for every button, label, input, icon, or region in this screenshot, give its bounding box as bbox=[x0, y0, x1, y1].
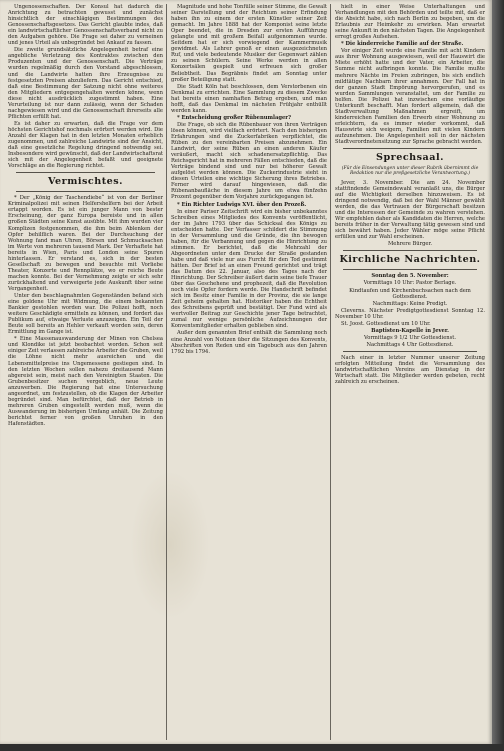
article-paragraph: * Der „König der Taschendiebe“ ist von der Berliner Kriminalpolizei mit seinen Helfershelfern bei der Arbeit ertappt worden. Es ist ein junger Mann von bester Erscheinung, der ganz Europa bereiste und in allen großen Städten seine Kunst ausübte. Mit ihm wurden vier Komplizen festgenommen, die ihm beim Ablenken der Opfer behilflich waren. Bei der Durchsuchung der Wohnung fand man Uhren, Börsen und Schmucksachen im Werte von mehreren tausend Mark. Der Verhaftete hat bereits in Wien, Paris und London seine Spuren hinterlassen. Er verstand es, sich in der besten Gesellschaft zu bewegen und besuchte mit Vorliebe Theater, Konzerte und Rennplätze, wo er reiche Beute machen konnte. Bei der Vernehmung zeigte er sich sehr zurückhaltend und verweigerte jede Auskunft über seine Vergangenheit. bbox=[8, 195, 163, 292]
article-paragraph: hielt in einer Weise Unterhaltungen und Verhandlungen mit den Behörden und teilte mit, daß er die Absicht habe, sich nach Berlin zu begeben, um die Erlaubnis zur Heimkehr zu erwirken. Man erwartet seine Ankunft in den nächsten Tagen. Die Angelegenheit erregt großes Aufsehen. bbox=[335, 4, 485, 41]
signature-line: Mehrere Bürger. bbox=[387, 241, 433, 248]
divider bbox=[343, 269, 477, 270]
article-paragraph: Die Stadt Köln hat beschlossen, dem Verstorbenen ein Denkmal zu errichten. Eine Sammlung zu diesem Zwecke hat bereits einen namhaften Betrag ergeben, und man hofft, daß das Denkmal im nächsten Frühjahr enthüllt werden kann. bbox=[171, 83, 327, 114]
section-heading-vermischtes: Vermischtes. bbox=[47, 176, 123, 188]
article-paragraph: Vor einiger Zeit wurde eine Familie mit acht Kindern aus ihrer Wohnung ausgewiesen, weil der Hauswirt die Miete erhöht hatte und der Vater, ein Arbeiter, die Summe nicht aufbringen konnte. Die Familie mußte mehrere Nächte im Freien zubringen, bis sich endlich mildtätige Nachbarn ihrer annahmen. Der Fall hat in der ganzen Stadt Empörung hervorgerufen, und es wurden Sammlungen veranstaltet, um der Familie zu helfen. Die Polizei hat inzwischen eine vorläufige Unterkunft beschafft. Man fordert allgemein, daß die Stadtverwaltung Maßnahmen ergreift, um kinderreichen Familien den Erwerb einer Wohnung zu erleichtern, da es immer wieder vorkommt, daß Hauswirte sich weigern, Familien mit vielen Kindern aufzunehmen. Die Angelegenheit soll in der nächsten Stadtverordnetensitzung zur Sprache gebracht werden. bbox=[335, 48, 485, 146]
scan-edge-bottom bbox=[0, 744, 504, 751]
article-paragraph: Die zweite grundsätzliche Angelegenheit betraf eine angebliche Verletzung des Kontraktes zwischen den Produzenten und der Genossenschaft. Die Verträge wurden regelmäßig durch den Vorstand abgeschlossen, und die Landwirte hatten ihre Erzeugnisse zu festgesetzten Preisen abzuliefern. Das Gericht entschied, daß eine Bestimmung der Satzung nicht ohne weiteres den Mitgliedern entgegengehalten werden könne, wenn diese nicht ausdrücklich zugestimmt haben. Eine Verurteilung ist nur dann zulässig, wenn der Schaden nachgewiesen wird und die Genossenschaft ihrerseits alle Pflichten erfüllt hat. bbox=[8, 47, 163, 120]
article-paragraph: Die Frage, ob sich die Rübenbauer von ihren Verträgen lösen können, wird vielfach erörtert. Nach den bisherigen Erfahrungen sind die Zuckerfabriken verpflichtet, die Rüben zu den vereinbarten Preisen abzunehmen. Ein Landwirt, der seine Rüben an einen anderen Käufer veräußert, macht sich schadenersatzpflichtig. Das Reichsgericht hat in mehreren Fällen entschieden, daß die Verträge bindend sind und nur bei höherer Gewalt aufgelöst werden können. Die Zuckerindustrie sieht in diesen Urteilen eine wichtige Sicherung ihres Betriebes. Ferner wird darauf hingewiesen, daß die Rübenanbaufläche in diesem Jahre um etwa fünfzehn Prozent gegenüber dem Vorjahre zurückgegangen ist. bbox=[171, 121, 327, 201]
column-2 bbox=[171, 4, 327, 740]
scan-edge-right bbox=[492, 0, 504, 751]
editorial-note: (Für die Einsendungen unter dieser Rubrik übernimmt die Redaktion nur die preßgesetzliche Verantwortung.) bbox=[341, 166, 479, 177]
divider bbox=[343, 148, 477, 149]
article-paragraph: Nach einer in letzter Nummer unserer Zeitung erfolgten Mitteilung findet die Versammlung des landwirtschaftlichen Vereins am Dienstag in der Wirtschaft statt. Die Mitglieder werden gebeten, recht zahlreich zu erscheinen. bbox=[335, 354, 485, 386]
article-heading: * Ein Richter Ludwigs XVI. über den Prozeß. bbox=[177, 201, 307, 208]
article-paragraph: Es ist daher zu erwarten, daß die Frage vor dem höchsten Gerichtshof nochmals erörtert werden wird. Die Anzahl der Klagen hat in den letzten Monaten erheblich zugenommen, und zahlreiche Landwirte sind der Ansicht, daß eine gesetzliche Regelung dringend notwendig sei. Insbesondere wird gewünscht, daß der Landwirtschaftsrat sich mit der Angelegenheit befaßt und geeignete Vorschläge an die Regierung richtet. bbox=[8, 120, 163, 170]
article-heading: * Die kinderreiche Familie auf der Straße. bbox=[341, 41, 464, 48]
church-entry: Vormittags 10 Uhr: Pastor Berlage. bbox=[363, 280, 457, 287]
divider bbox=[343, 250, 477, 251]
article-paragraph: Magnitude und hohe Tonfülle seiner Stimme, die Gewalt seiner Darstellung und der Reichtum seiner Erfindung haben ihn zu einem der ersten Künstler seiner Zeit gemacht. Im Jahre 1888 hat der Komponist seine letzte Oper beendet, die in Dresden zur ersten Aufführung gelangte und mit großem Beifall aufgenommen wurde. Seitdem hat er sich vorwiegend der Kammermusik gewidmet. Als Lehrer genoß er einen ausgezeichneten Ruf, und viele bedeutende Musiker der Gegenwart zählen zu seinen Schülern. Seine Werke werden in allen Konzertsälen gespielt und erfreuen sich großer Beliebtheit. Das Begräbnis findet am Sonntag unter großer Beteiligung statt. bbox=[171, 4, 327, 83]
column-1 bbox=[8, 4, 163, 740]
section-heading-kirchliche: Kirchliche Nachrichten. bbox=[339, 254, 481, 266]
church-entry: Vormittags 9 1/2 Uhr Gottesdienst. bbox=[363, 334, 457, 341]
article-heading: * Entscheidung großer Rübenumlager? bbox=[177, 114, 292, 121]
article-paragraph: Außer dem genannten Brief enthält die Sammlung noch eine Anzahl von Notizen über die Sitzungen des Konvents, Abschriften von Reden und ein Tagebuch aus den Jahren 1792 bis 1794. bbox=[171, 330, 327, 355]
column-rule-right bbox=[330, 4, 331, 740]
divider bbox=[16, 191, 155, 192]
article-paragraph: Ungenossenschaften. Der Konsul hat dadurch die Anrichtung zu betrachten gewusst und zunächst hinsichtlich der einschlägigen Bestimmungen des Genossenschaftsgesetzes. Das Gericht glaubte indes, daß ein landwirtschaftlicher Genossenschaftsverband nicht zu den Aufgaben gehöre. Die Frage sei daher zu verneinen und jenes Urteil als unbegründet bei Ankauf zu fassen. bbox=[8, 4, 163, 47]
article-paragraph: In einer Pariser Zeitschrift wird ein bisher unbekanntes Schreiben eines Mitgliedes des Konvents veröffentlicht, der im Jahre 1793 über das Schicksal des Königs zu entscheiden hatte. Der Verfasser schildert die Stimmung in der Versammlung und die Gründe, die ihn bewogen haben, für die Verbannung und gegen die Hinrichtung zu stimmen. Er berichtet, daß die Mehrzahl der Abgeordneten unter dem Drucke der Straße gestanden habe und daß viele nur aus Furcht für den Tod gestimmt hätten. Der Brief ist an einen Freund gerichtet und trägt das Datum des 22. Januar, also des Tages nach der Hinrichtung. Der Schreiber äußert darin seine tiefe Trauer über das Geschehene und prophezeit, daß die Revolution noch viele Opfer fordern werde. Die Handschrift befindet sich im Besitz einer Familie in der Provinz, die sie lange Zeit geheim gehalten hat. Historiker haben die Echtheit des Schreibens geprüft und bestätigt. Der Fund wird als wertvoller Beitrag zur Geschichte jener Tage betrachtet, zumal nur wenige persönliche Aufzeichnungen der Konventsmitglieder erhalten geblieben sind. bbox=[171, 208, 327, 330]
article-paragraph: Jever, 3. November. Die am 24. November stattfindende Gemeindewahl veranlaßt uns, die Bürger auf die Wichtigkeit derselben hinzuweisen. Es ist dringend notwendig, daß bei der Wahl Männer gewählt werden, die das Vertrauen der Bürgerschaft besitzen und die Interessen der Gemeinde zu wahren verstehen. Wir empfehlen daher als Kandidaten die Herren, welche bereits früher in der Verwaltung tätig gewesen sind und sich bewährt haben. Jeder Wähler möge seine Pflicht erfüllen und zur Wahl erscheinen. bbox=[335, 179, 485, 241]
column-3 bbox=[335, 4, 485, 740]
article-paragraph: * Eine Massenauswanderung der Minen von Chelsea und Klondike ist jetzt beobachtet worden. Schon seit einiger Zeit verlassen zahlreiche Arbeiter die Gruben, weil die Löhne nicht mehr ausreichen und die Lebensmittelpreise ins Ungemessene gestiegen sind. In den letzten Wochen sollen nahezu dreitausend Mann abgereist sein, meist nach den Vereinigten Staaten. Die Grubenbesitzer suchen vergeblich, neue Leute anzuwerben. Die Regierung hat eine Untersuchung angeordnet, um festzustellen, ob die Klagen der Arbeiter begründet sind. Man befürchtet, daß der Betrieb in mehreren Gruben eingestellt werden muß, wenn die Auswanderung im bisherigen Umfang anhält. Die Zeitung berichtet ferner von großen Unruhen in den Hafenstädten. bbox=[8, 336, 163, 427]
column-rule-left bbox=[166, 4, 167, 740]
church-entry: St. Joost. Gottesdienst um 10 Uhr. bbox=[341, 320, 431, 327]
church-entry: Cleverns. Nächster Predigtgottesdienst Sonntag 12. November 10 Uhr. bbox=[335, 307, 485, 320]
church-entry: Nachmittags 4 Uhr Gottesdienst. bbox=[366, 341, 454, 348]
divider bbox=[16, 172, 155, 173]
section-heading-sprechsaal: Sprechsaal. bbox=[376, 152, 444, 164]
church-entry: Kindtaufen und Kirchenbuchsachen nach dem Gottesdienst. bbox=[349, 287, 471, 300]
church-date: Sonntag den 5. November: bbox=[371, 273, 449, 280]
church-heading: Baptisten-Kapelle in Jever. bbox=[371, 327, 449, 334]
divider bbox=[343, 351, 477, 352]
article-paragraph: Unter den beschlagnahmten Gegenständen befand sich eine goldene Uhr mit Widmung, die einem bekannten Bankier gestohlen worden war. Die Polizei hofft, noch weitere Geschädigte ermitteln zu können, und fordert das Publikum auf, etwaige Verluste anzuzeigen. Ein Teil der Beute soll bereits an Hehler verkauft worden sein, deren Ermittlung im Gange ist. bbox=[8, 293, 163, 336]
church-entry: Nachmittags: Keine Predigt. bbox=[372, 300, 448, 307]
